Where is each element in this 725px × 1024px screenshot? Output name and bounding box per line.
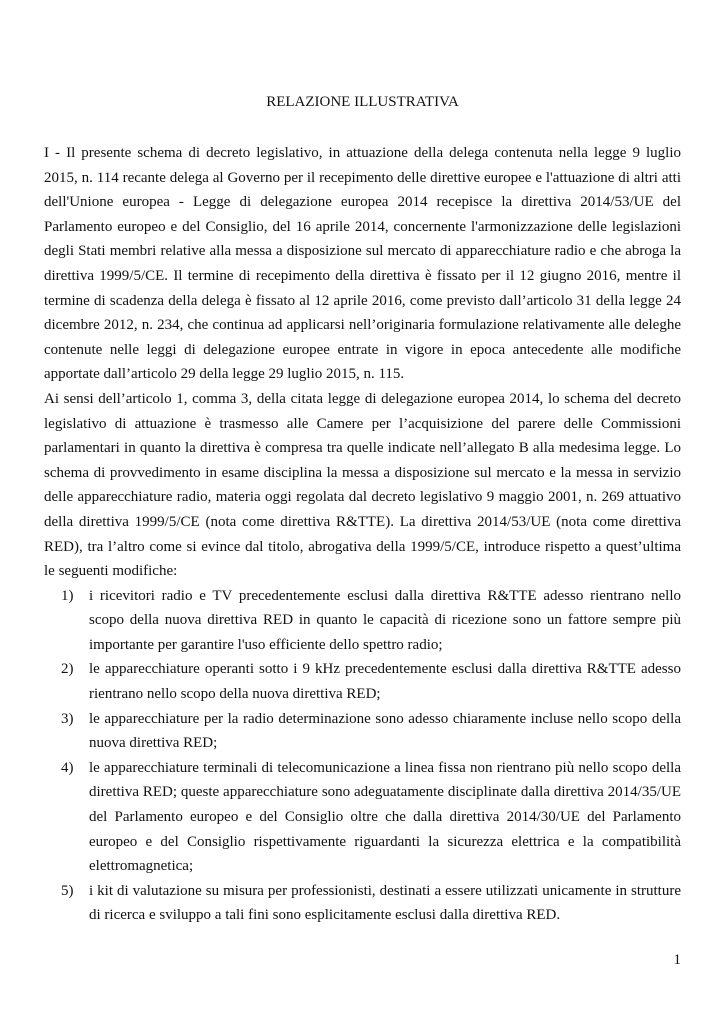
list-item	[61, 657, 681, 706]
list-item-text: le apparecchiature terminali di telecomunicazione a linea fissa non rientrano più nello scopo della direttiva RED; queste apparecchiature sono adeguatamente disciplinate dalla direttiva 2014/35/UE del Parlamento europeo e del Consiglio oltre che dalla direttiva 2014/30/UE del Parlamento europeo e del Consiglio rispettivamente riguardanti la sicurezza elettrica e la compatibilità elettromagnetica;	[89, 759, 681, 875]
page-number: 1	[673, 952, 681, 968]
paragraph-delegation: Ai sensi dell’articolo 1, comma 3, della citata legge di delegazione europea 2014, lo schema del decreto legislativo di attuazione è trasmesso alle Camere per l’acquisizione del parere delle Commissioni parlamentari in quanto la direttiva è compresa tra quelle indicate nell’allegato B alla medesima legge. Lo schema di provvedimento in esame disciplina la messa a disposizione sul mercato e la messa in servizio delle apparecchiature radio, materia oggi regolata dal decreto legislativo 9 maggio 2001, n. 269 attuativo della direttiva 1999/5/CE (nota come direttiva R&TTE). La direttiva 2014/53/UE (nota come direttiva RED), tra l’altro come si evince dal titolo, abrogativa della 1999/5/CE, introduce rispetto a quest’ultima le seguenti modifiche:	[44, 390, 681, 580]
list-item	[61, 707, 681, 756]
list-item-text: i ricevitori radio e TV precedentemente esclusi dalla direttiva R&TTE adesso rientrano nello scopo della nuova direttiva RED in quanto le capacità di ricezione sono un fattore sempre più importante per garantire l'uso efficiente dello spettro radio;	[89, 587, 681, 653]
list-item-number: 5)	[61, 882, 74, 899]
list-item-number: 1)	[61, 587, 74, 604]
list-item	[61, 756, 681, 879]
list-item-text: le apparecchiature per la radio determinazione sono adesso chiaramente incluse nello scopo della nuova direttiva RED;	[89, 710, 681, 752]
list-item	[61, 584, 681, 658]
list-item-text: i kit di valutazione su misura per professionisti, destinati a essere utilizzati unicamente in strutture di ricerca e sviluppo a tali fini sono esplicitamente esclusi dalla direttiva RED.	[89, 882, 681, 924]
document-body	[44, 141, 681, 928]
list-item-text: le apparecchiature operanti sotto i 9 kHz precedentemente esclusi dalla direttiva R&TTE adesso rientrano nello scopo della nuova direttiva RED;	[89, 661, 681, 703]
list-item-number: 3)	[61, 710, 74, 727]
list-item	[61, 879, 681, 928]
document-title: RELAZIONE ILLUSTRATIVA	[266, 94, 459, 110]
list-item-number: 2)	[61, 661, 74, 678]
modifications-list	[44, 584, 681, 928]
list-item-number: 4)	[61, 759, 74, 776]
paragraph-intro: I - Il presente schema di decreto legislativo, in attuazione della delega contenuta nella legge 9 luglio 2015, n. 114 recante delega al Governo per il recepimento delle direttive europee e l'attuazione di altri atti dell'Unione europea - Legge di delegazione europea 2014 recepisce la direttiva 2014/53/UE del Parlamento europeo e del Consiglio, del 16 aprile 2014, concernente l'armonizzazione delle legislazioni degli Stati membri relative alla messa a disposizione sul mercato di apparecchiature radio e che abroga la direttiva 1999/5/CE. Il termine di recepimento della direttiva è fissato per il 12 giugno 2016, mentre il termine di scadenza della delega è fissato al 12 aprile 2016, come previsto dall’articolo 31 della legge 24 dicembre 2012, n. 234, che continua ad applicarsi nell’originaria formulazione relativamente alle deleghe contenute nelle leggi di delegazione europee entrate in vigore in epoca antecedente alle modifiche apportate dall’articolo 29 della legge 29 luglio 2015, n. 115.	[44, 145, 681, 383]
